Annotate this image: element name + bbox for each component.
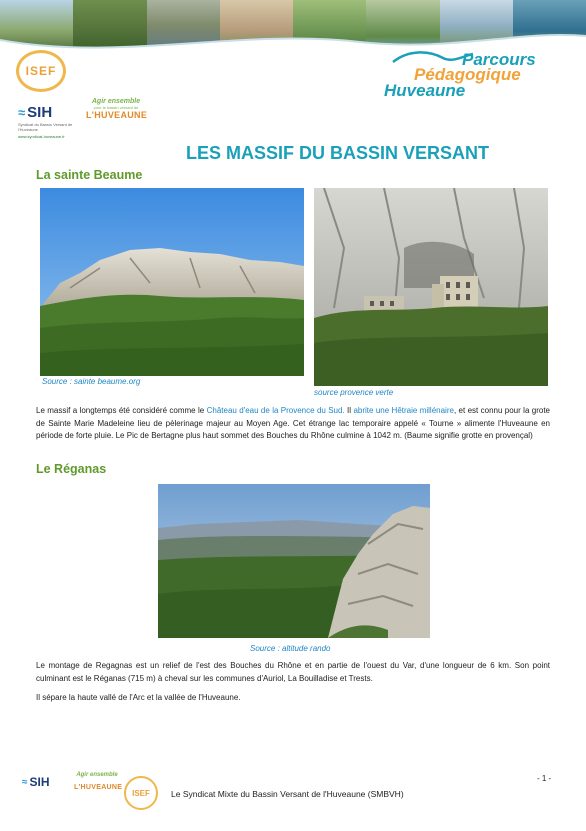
footer-agir-logo: Agir ensemble L'HUVEAUNE	[74, 772, 123, 791]
footer-text: Le Syndicat Mixte du Bassin Versant de l'Huveaune (SMBVH)	[171, 789, 404, 799]
photo-reganas	[158, 484, 430, 638]
footer-sih-logo: ≈ SIH	[22, 775, 50, 789]
parcours-pedagogique-logo: Parcours Pédagogique Huveaune	[384, 50, 536, 100]
caption-provence-verte: source provence verte	[314, 388, 394, 397]
paragraph-sainte-beaume: Le massif a longtemps été considéré comme le Château d'eau de la Provence du Sud. Il abrite une Hêtraie millénaire, et est connu pour la grote de Sainte Marie Madeleine lieu de pèlerinage majeur au Moyen Age. Cet étrange lac temporaire appelé « Tourne » alimente l'Huveaune en période de forte pluie. Le Pic de Bertagne plus haut sommet des Bouches du Rhône culmine à 1042 m. (Baume signifie grotte en provençal)	[36, 406, 550, 440]
page-number: - 1 -	[537, 774, 552, 783]
sih-logo: ≈ SIH Syndicat du Bassin Versant de l'Huveaune www.syndicat-huveaune.fr	[18, 104, 73, 139]
section-heading-reganas: Le Réganas	[36, 462, 107, 476]
wave-icon: ≈	[22, 776, 28, 788]
paragraph-reganas-2: Il sépare la haute vallé de l'Arc et la vallée de l'Huveaune.	[36, 693, 241, 702]
caption-altitude-rando: Source : altitude rando	[250, 644, 331, 653]
wave-icon: ≈	[18, 105, 26, 120]
photo-sainte-beaume-massif	[40, 188, 304, 376]
caption-sainte-beaume-org: Source : sainte beaume.org	[42, 377, 141, 386]
page-title: LES MASSIF DU BASSIN VERSANT	[186, 143, 490, 163]
section-heading-sainte-beaume: La sainte Beaume	[36, 168, 143, 182]
paragraph-reganas: Le montage de Regagnas est un relief de l'est des Bouches du Rhône et en partie de l'ouest du Var, d'une longueur de 6 km. Son point culminant est le Réganas (715 m) à cheval sur les communes d'Auriol, La Bouilladise et Trests.	[36, 661, 550, 683]
photo-sanctuary-cliff	[314, 188, 548, 386]
isef-logo: ISEF	[16, 50, 66, 92]
agir-ensemble-logo: Agir ensemble pour le bassin versant de L'HUVEAUNE	[86, 98, 148, 120]
footer-isef-logo: ISEF	[124, 776, 158, 810]
